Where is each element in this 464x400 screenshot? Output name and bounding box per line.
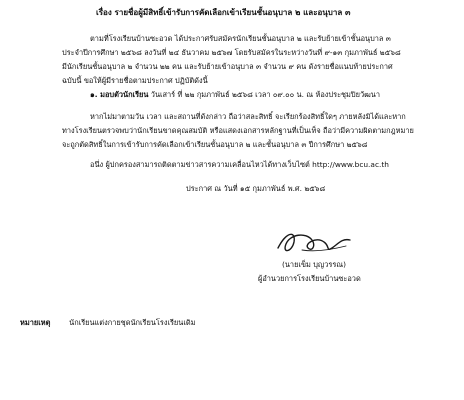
para3: อนึ่ง ผู้ปกครองสามารถติดตามข่าวสารความเคลื่อนไหวได้ทางเว็บไซต์ http://www.bcu.ac.th [90, 160, 389, 169]
body-line-4: ฉบับนี้ ขอให้ผู้มีรายชื่อตามประกาศ ปฏิบัติดังนี้ [62, 76, 208, 85]
para2-line-1: หากไม่มาตามวัน เวลา และสถานที่ดังกล่าว ถือว่าสละสิทธิ์ จะเรียกร้องสิทธิ์ใดๆ ภายหลังมิได้และหาก [90, 112, 406, 121]
item-1-label: ๑. มอบตัวนักเรียน [90, 90, 149, 99]
note-label: หมายเหตุ [20, 318, 51, 327]
body-line-2: ประจำปีการศึกษา ๒๕๖๘ ลงวันที่ ๒๔ ธันวาคม ๒๕๖๗ โดยรับสมัครในระหว่างวันที่ ๙-๑๓ กุมภาพันธ์ ๒๕๖๘ [62, 48, 401, 57]
signer-position: ผู้อำนวยการโรงเรียนบ้านซะอวด [258, 274, 361, 283]
para2-line-2: ทางโรงเรียนตรวจพบว่านักเรียนขาดคุณสมบัติ หรือแสดงเอกสารหลักฐานที่เป็นเท็จ ถือว่ามีความผิดตามกฎหมาย [62, 126, 414, 135]
announce-date: ประกาศ ณ วันที่ ๑๕ กุมภาพันธ์ พ.ศ. ๒๕๖๘ [186, 184, 326, 193]
para2-line-3: จะถูกตัดสิทธิ์ในการเข้ารับการคัดเลือกเข้าเรียนชั้นอนุบาล ๒ และชั้นอนุบาล ๓ ปีการศึกษา ๒๕๖๘ [62, 140, 368, 149]
body-line-3: มีนักเรียนชั้นอนุบาล ๒ จำนวน ๒๒ คน และรับย้ายเข้าอนุบาล ๓ จำนวน ๙ คน ดังรายชื่อแนบท้ายประกาศ [62, 62, 393, 71]
body-line-1: ตามที่โรงเรียนบ้านซะอวด ได้ประกาศรับสมัครนักเรียนชั้นอนุบาล ๒ และรับย้ายเข้าชั้นอนุบาล ๓ [90, 34, 391, 43]
note-text: นักเรียนแต่งกายชุดนักเรียนโรงเรียนเดิม [69, 318, 196, 327]
note [20, 318, 196, 328]
signature-image [272, 224, 362, 258]
document-title: เรื่อง รายชื่อผู้มีสิทธิ์เข้ารับการคัดเลือกเข้าเรียนชั้นอนุบาล ๒ และอนุบาล ๓ [96, 8, 351, 17]
signer-name: (นายเข็ม บุญวรรณ) [282, 260, 347, 269]
item-1 [90, 90, 380, 100]
item-1-text: วันเสาร์ ที่ ๒๒ กุมภาพันธ์ ๒๕๖๘ เวลา ๐๙.๐๐ น. ณ ห้องประชุมปิยวัฒนา [150, 90, 380, 99]
